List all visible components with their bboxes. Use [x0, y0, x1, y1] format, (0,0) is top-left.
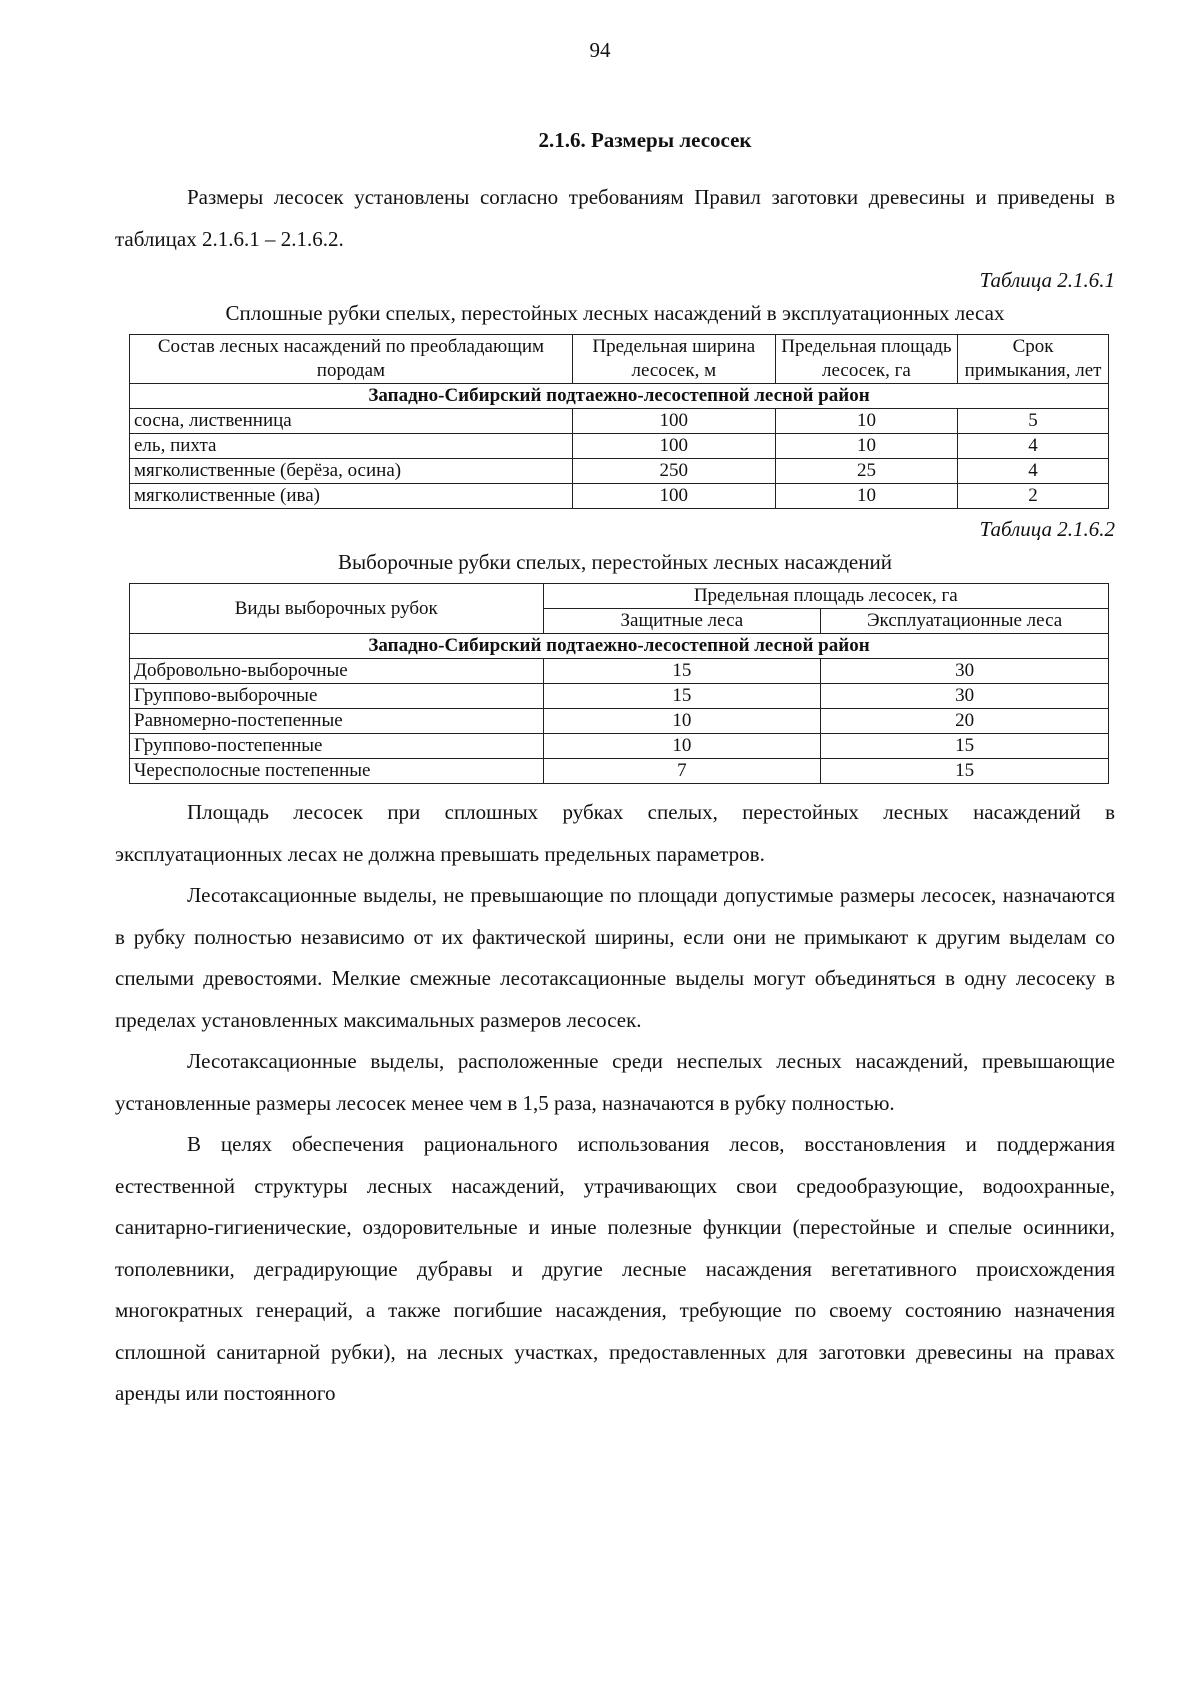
table-cell: 100 — [572, 409, 775, 434]
intro-paragraph: Размеры лесосек установлены согласно требованиям Правил заготовки древесины и приведены в таблицах 2.1.6.1 – 2.1.6.2. — [115, 185, 1115, 251]
table-row — [130, 434, 1109, 459]
table-row — [130, 759, 1109, 784]
table-row — [130, 459, 1109, 484]
table-cell: 10 — [775, 409, 957, 434]
table-cell: Равномерно-постепенные — [130, 709, 544, 734]
table-cell: 100 — [572, 484, 775, 509]
table-cell: Группово-постепенные — [130, 734, 544, 759]
table-cell: 30 — [821, 684, 1109, 709]
table-header-cell: Защитные леса — [543, 609, 821, 634]
table-cell: 15 — [543, 684, 821, 709]
table-cell: мягколиственные (берёза, осина) — [130, 459, 573, 484]
table-cell: 7 — [543, 759, 821, 784]
table-cell: мягколиственные (ива) — [130, 484, 573, 509]
section-title: 2.1.6. Размеры лесосек — [538, 128, 752, 152]
region-cell: Западно-Сибирский подтаежно-лесостепной лесной район — [130, 384, 1109, 409]
table-header-cell: Предельная площадь лесосек, га — [543, 584, 1108, 609]
region-cell: Западно-Сибирский подтаежно-лесостепной лесной район — [130, 634, 1109, 659]
page-content — [115, 128, 1115, 1415]
table-cell: 15 — [821, 734, 1109, 759]
table-cell: 25 — [775, 459, 957, 484]
table-cell: 4 — [958, 459, 1109, 484]
table2-title: Выборочные рубки спелых, перестойных лесных насаждений — [338, 550, 892, 574]
table-header-cell: Эксплуатационные леса — [821, 609, 1109, 634]
table-row — [130, 659, 1109, 684]
table-row — [130, 684, 1109, 709]
clearcut-table — [129, 334, 1109, 509]
body-paragraph: Лесотаксационные выделы, не превышающие по площади допустимые размеры лесосек, назначаются в рубку полностью независимо от их фактической ширины, если они не примыкают к другим выделам со спелыми древостоями. Мелкие смежные лесотаксационные выделы могут объединяться в одну лесосеку в пределах установленных максимальных размеров лесосек. — [115, 883, 1115, 1032]
table-cell: 100 — [572, 434, 775, 459]
table-cell: 10 — [775, 484, 957, 509]
table-cell: 10 — [775, 434, 957, 459]
table-cell: 5 — [958, 409, 1109, 434]
table-cell: сосна, лиственница — [130, 409, 573, 434]
table-cell: 15 — [543, 659, 821, 684]
table-cell: 10 — [543, 734, 821, 759]
region-row — [130, 384, 1109, 409]
table-header-row — [130, 584, 1109, 609]
table-row — [130, 484, 1109, 509]
table1-caption: Таблица 2.1.6.1 — [979, 268, 1115, 292]
table-cell: 4 — [958, 434, 1109, 459]
table-row — [130, 709, 1109, 734]
table-row — [130, 734, 1109, 759]
table-header-cell: Предельная площадь лесосек, га — [775, 335, 957, 384]
table-header-cell: Состав лесных насаждений по преобладающим породам — [130, 335, 573, 384]
table2-caption: Таблица 2.1.6.2 — [979, 517, 1115, 541]
body-paragraph: Лесотаксационные выделы, расположенные среди неспелых лесных насаждений, превышающие установленные размеры лесосек менее чем в 1,5 раза, назначаются в рубку полностью. — [115, 1049, 1115, 1115]
table-cell: 10 — [543, 709, 821, 734]
page-number: 94 — [589, 38, 611, 62]
table-row — [130, 409, 1109, 434]
table-cell: Добровольно-выборочные — [130, 659, 544, 684]
body-paragraph: Площадь лесосек при сплошных рубках спелых, перестойных лесных насаждений в эксплуатационных лесах не должна превышать предельных параметров. — [115, 800, 1115, 866]
selective-cut-table — [129, 583, 1109, 784]
table1-title: Сплошные рубки спелых, перестойных лесных насаждений в эксплуатационных лесах — [225, 301, 1005, 325]
region-row — [130, 634, 1109, 659]
table-cell: Чересполосные постепенные — [130, 759, 544, 784]
table-header-cell: Срок примыкания, лет — [958, 335, 1109, 384]
table-cell: 30 — [821, 659, 1109, 684]
table-cell: 250 — [572, 459, 775, 484]
table-header-row — [130, 335, 1109, 384]
table-cell: ель, пихта — [130, 434, 573, 459]
table-cell: 2 — [958, 484, 1109, 509]
table-header-cell: Виды выборочных рубок — [130, 584, 544, 634]
table-cell: Группово-выборочные — [130, 684, 544, 709]
table-cell: 20 — [821, 709, 1109, 734]
body-paragraph: В целях обеспечения рационального использования лесов, восстановления и поддержания естественной структуры лесных насаждений, утрачивающих свои средообразующие, водоохранные, санитарно-гигиенические, оздоровительные и иные полезные функции (перестойные и спелые осинники, тополевники, деградирующие дубравы и другие лесные насаждения вегетативного происхождения многократных генераций, а также погибшие насаждения, требующие по своему состоянию назначения сплошной санитарной рубки), на лесных участках, предоставленных для заготовки древесины на правах аренды или постоянного — [115, 1132, 1115, 1405]
table-cell: 15 — [821, 759, 1109, 784]
table-header-cell: Предельная ширина лесосек, м — [572, 335, 775, 384]
